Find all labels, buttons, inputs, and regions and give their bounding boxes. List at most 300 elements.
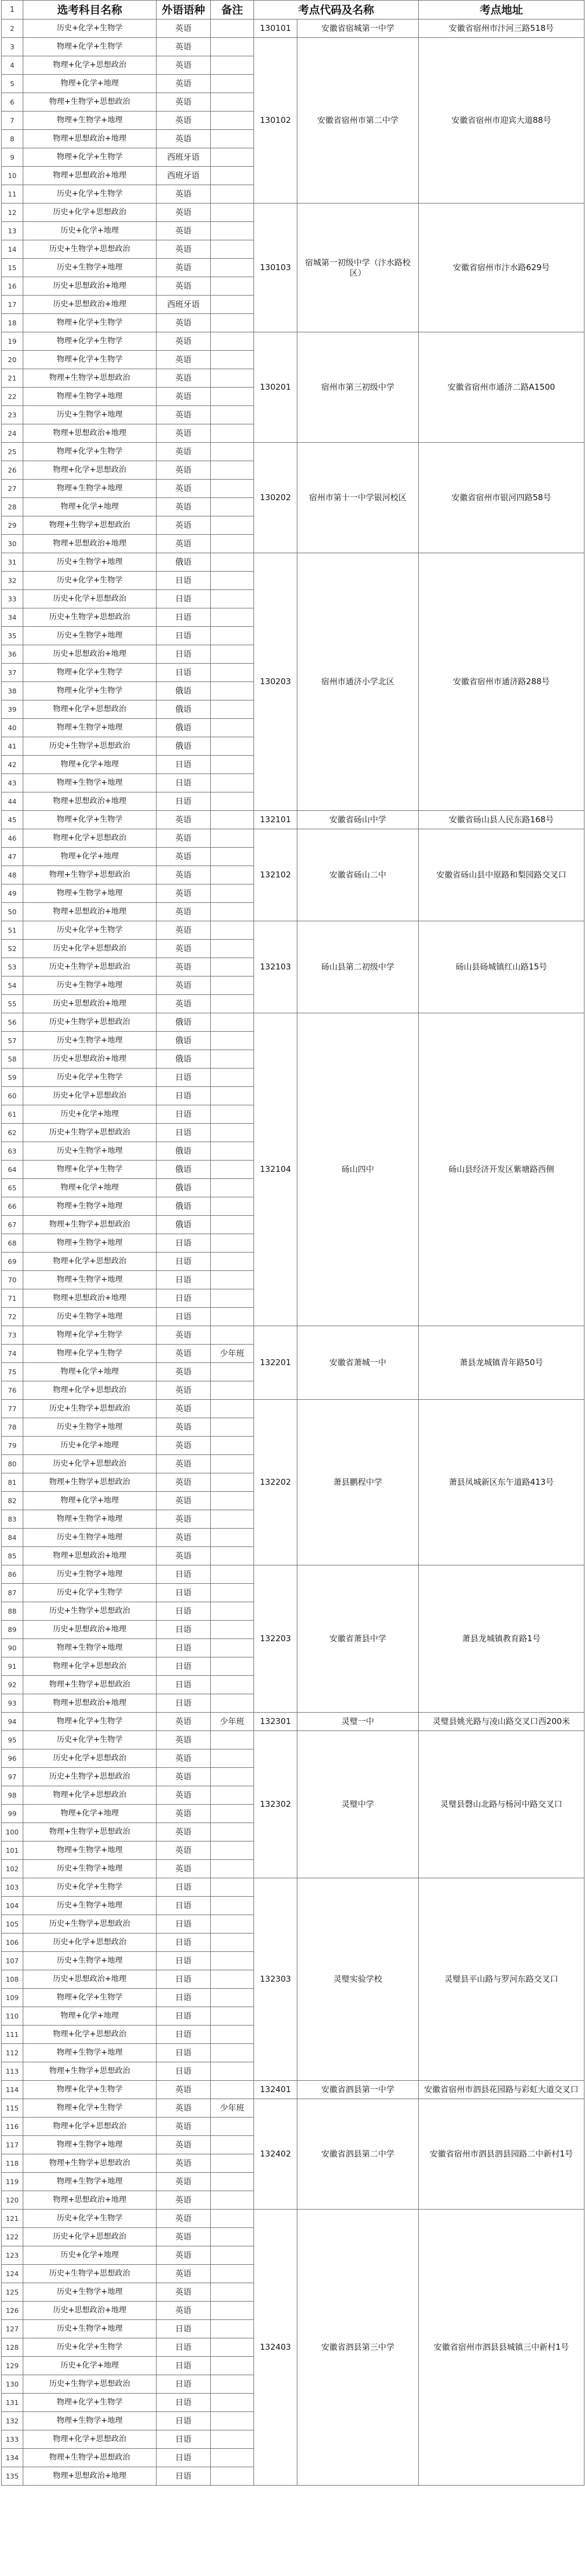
row-number: 129: [2, 2357, 23, 2375]
row-number: 88: [2, 1602, 23, 1621]
foreign-language: 日语: [157, 2320, 211, 2338]
foreign-language: 俄语: [157, 719, 211, 737]
row-number: 12: [2, 204, 23, 222]
row-number: 51: [2, 921, 23, 940]
row-note: [211, 2449, 254, 2467]
subject-combination: 历史+生物学+地理: [23, 553, 157, 572]
table-row: [2, 1713, 584, 1731]
row-note: [211, 2467, 254, 2486]
row-note: [211, 2228, 254, 2246]
row-number: 55: [2, 995, 23, 1013]
row-note: [211, 940, 254, 958]
subject-combination: 历史+思想政治+地理: [23, 2302, 157, 2320]
row-note: [211, 1050, 254, 1069]
subject-combination: 物理+生物学+地理: [23, 480, 157, 498]
row-number: 35: [2, 627, 23, 645]
row-note: [211, 2007, 254, 2026]
foreign-language: 英语: [157, 958, 211, 976]
foreign-language: 日语: [157, 1124, 211, 1142]
row-number: 83: [2, 1510, 23, 1529]
subject-combination: 物理+生物学+思想政治: [23, 1216, 157, 1234]
foreign-language: 日语: [157, 1069, 211, 1087]
site-code: 132202: [254, 1400, 297, 1565]
row-note: [211, 2173, 254, 2191]
site-name: 灵璧实验学校: [297, 1878, 419, 2081]
table-row: [2, 19, 584, 38]
foreign-language: 俄语: [157, 682, 211, 700]
row-number: 118: [2, 2154, 23, 2173]
subject-combination: 历史+化学+生物学: [23, 1584, 157, 1602]
foreign-language: 日语: [157, 627, 211, 645]
foreign-language: 俄语: [157, 1013, 211, 1032]
foreign-language: 日语: [157, 1952, 211, 1970]
foreign-language: 英语: [157, 1492, 211, 1510]
foreign-language: 西班牙语: [157, 167, 211, 185]
table-row: [2, 1878, 584, 1897]
row-number: 20: [2, 351, 23, 369]
row-note: [211, 664, 254, 682]
foreign-language: 英语: [157, 461, 211, 480]
row-note: [211, 1381, 254, 1400]
row-note: [211, 737, 254, 756]
foreign-language: 英语: [157, 516, 211, 535]
table-row: [2, 829, 584, 848]
subject-combination: 历史+生物学+地理: [23, 259, 157, 277]
subject-combination: 历史+思想政治+地理: [23, 645, 157, 664]
row-note: [211, 1326, 254, 1345]
site-address: 安徽省宿州市泗县县城镇三中新村1号: [419, 2210, 584, 2486]
foreign-language: 英语: [157, 222, 211, 240]
subject-combination: 物理+化学+生物学: [23, 443, 157, 461]
subject-combination: 历史+生物学+思想政治: [23, 1768, 157, 1786]
subject-combination: 历史+化学+生物学: [23, 921, 157, 940]
foreign-language: 日语: [157, 1639, 211, 1657]
site-address: 安徽省宿州市通济二路A1500: [419, 332, 584, 443]
row-number: 61: [2, 1105, 23, 1124]
subject-combination: 历史+生物学+地理: [23, 976, 157, 995]
site-code: 130202: [254, 443, 297, 553]
row-note: [211, 1878, 254, 1897]
row-note: [211, 2191, 254, 2210]
foreign-language: 英语: [157, 1786, 211, 1805]
subject-combination: 物理+思想政治+地理: [23, 1289, 157, 1308]
foreign-language: 日语: [157, 2007, 211, 2026]
row-note: [211, 2062, 254, 2081]
row-number: 97: [2, 1768, 23, 1786]
row-number: 114: [2, 2081, 23, 2099]
row-number: 130: [2, 2375, 23, 2394]
subject-combination: 历史+生物学+思想政治: [23, 1013, 157, 1032]
subject-combination: 物理+思想政治+地理: [23, 535, 157, 553]
foreign-language: 英语: [157, 2246, 211, 2265]
header-address: 考点地址: [419, 1, 584, 19]
row-note: [211, 2044, 254, 2062]
row-number: 86: [2, 1565, 23, 1584]
subject-combination: 物理+化学+思想政治: [23, 461, 157, 480]
foreign-language: 英语: [157, 351, 211, 369]
site-name: 宿州市第三初级中学: [297, 332, 419, 443]
subject-combination: 物理+化学+思想政治: [23, 2026, 157, 2044]
foreign-language: 英语: [157, 1473, 211, 1492]
foreign-language: 日语: [157, 1105, 211, 1124]
subject-combination: 物理+化学+地理: [23, 498, 157, 516]
site-address: 安徽省宿州市泗县花园路与彩虹大道交叉口: [419, 2081, 584, 2099]
row-note: [211, 185, 254, 204]
subject-combination: 历史+生物学+地理: [23, 2320, 157, 2338]
foreign-language: 英语: [157, 277, 211, 296]
row-number: 50: [2, 903, 23, 921]
row-note: [211, 1510, 254, 1529]
foreign-language: 英语: [157, 1418, 211, 1437]
row-number: 58: [2, 1050, 23, 1069]
subject-combination: 物理+化学+生物学: [23, 314, 157, 332]
subject-combination: 物理+化学+地理: [23, 848, 157, 866]
foreign-language: 俄语: [157, 700, 211, 719]
row-number: 70: [2, 1271, 23, 1289]
subject-combination: 历史+生物学+思想政治: [23, 2265, 157, 2283]
row-number: 117: [2, 2136, 23, 2154]
row-note: [211, 1860, 254, 1878]
row-number: 93: [2, 1694, 23, 1713]
subject-combination: 物理+化学+生物学: [23, 1326, 157, 1345]
site-name: 灵璧中学: [297, 1731, 419, 1878]
foreign-language: 英语: [157, 1713, 211, 1731]
subject-combination: 物理+生物学+地理: [23, 1841, 157, 1860]
row-note: [211, 1621, 254, 1639]
subject-combination: 物理+化学+生物学: [23, 682, 157, 700]
row-number: 105: [2, 1915, 23, 1933]
foreign-language: 英语: [157, 2265, 211, 2283]
subject-combination: 物理+生物学+地理: [23, 2044, 157, 2062]
row-number: 14: [2, 240, 23, 259]
row-note: [211, 1805, 254, 1823]
subject-combination: 历史+化学+地理: [23, 2246, 157, 2265]
foreign-language: 英语: [157, 498, 211, 516]
table-row: [2, 38, 584, 56]
row-note: [211, 167, 254, 185]
foreign-language: 英语: [157, 921, 211, 940]
subject-combination: 历史+化学+思想政治: [23, 1749, 157, 1768]
row-number: 42: [2, 756, 23, 774]
row-number: 77: [2, 1400, 23, 1418]
subject-combination: 物理+化学+地理: [23, 75, 157, 93]
subject-combination: 历史+化学+地理: [23, 2357, 157, 2375]
subject-combination: 历史+化学+思想政治: [23, 940, 157, 958]
foreign-language: 英语: [157, 1455, 211, 1473]
foreign-language: 西班牙语: [157, 296, 211, 314]
site-name: 安徽省萧城一中: [297, 1326, 419, 1400]
subject-combination: 物理+化学+生物学: [23, 1345, 157, 1363]
foreign-language: 英语: [157, 2154, 211, 2173]
row-note: [211, 1400, 254, 1418]
subject-combination: 物理+化学+地理: [23, 2007, 157, 2026]
subject-combination: 历史+生物学+思想政治: [23, 608, 157, 627]
subject-combination: 物理+思想政治+地理: [23, 1547, 157, 1565]
foreign-language: 英语: [157, 976, 211, 995]
foreign-language: 日语: [157, 2412, 211, 2430]
row-note: [211, 443, 254, 461]
subject-combination: 物理+思想政治+地理: [23, 2191, 157, 2210]
subject-combination: 物理+化学+思想政治: [23, 2430, 157, 2449]
subject-combination: 物理+化学+地理: [23, 1179, 157, 1197]
row-number: 134: [2, 2449, 23, 2467]
site-code: 132301: [254, 1713, 297, 1731]
site-name: 宿州市第十一中学银河校区: [297, 443, 419, 553]
foreign-language: 英语: [157, 480, 211, 498]
row-number: 120: [2, 2191, 23, 2210]
foreign-language: 英语: [157, 1345, 211, 1363]
row-number: 57: [2, 1032, 23, 1050]
foreign-language: 日语: [157, 2394, 211, 2412]
foreign-language: 英语: [157, 424, 211, 443]
subject-combination: 物理+生物学+地理: [23, 774, 157, 792]
header-site: 考点代码及名称: [254, 1, 419, 19]
subject-combination: 物理+思想政治+地理: [23, 1694, 157, 1713]
row-note: [211, 314, 254, 332]
row-number: 82: [2, 1492, 23, 1510]
foreign-language: 英语: [157, 204, 211, 222]
subject-combination: 历史+思想政治+地理: [23, 277, 157, 296]
row-number: 122: [2, 2228, 23, 2246]
foreign-language: 英语: [157, 332, 211, 351]
foreign-language: 日语: [157, 590, 211, 608]
row-number: 63: [2, 1142, 23, 1161]
subject-combination: 物理+化学+生物学: [23, 2081, 157, 2099]
subject-combination: 物理+化学+思想政治: [23, 829, 157, 848]
subject-combination: 物理+生物学+思想政治: [23, 2062, 157, 2081]
subject-combination: 历史+生物学+地理: [23, 1032, 157, 1050]
row-number: 84: [2, 1529, 23, 1547]
row-note: [211, 553, 254, 572]
subject-combination: 物理+化学+思想政治: [23, 2118, 157, 2136]
subject-combination: 历史+生物学+思想政治: [23, 1400, 157, 1418]
subject-combination: 物理+生物学+地理: [23, 112, 157, 130]
site-name: 安徽省泗县第二中学: [297, 2099, 419, 2210]
row-number: 133: [2, 2430, 23, 2449]
row-note: [211, 608, 254, 627]
subject-combination: 物理+化学+思想政治: [23, 1657, 157, 1676]
foreign-language: 日语: [157, 1897, 211, 1915]
subject-combination: 历史+化学+生物学: [23, 19, 157, 38]
row-note: [211, 204, 254, 222]
row-number: 127: [2, 2320, 23, 2338]
row-number: 60: [2, 1087, 23, 1105]
foreign-language: 俄语: [157, 1050, 211, 1069]
row-number: 13: [2, 222, 23, 240]
foreign-language: 英语: [157, 259, 211, 277]
row-number: 109: [2, 1989, 23, 2007]
row-number: 107: [2, 1952, 23, 1970]
row-note: [211, 1768, 254, 1786]
row-note: [211, 1565, 254, 1584]
foreign-language: 日语: [157, 608, 211, 627]
row-number: 36: [2, 645, 23, 664]
foreign-language: 英语: [157, 1400, 211, 1418]
row-number: 98: [2, 1786, 23, 1805]
site-code: 132402: [254, 2099, 297, 2210]
subject-combination: 历史+生物学+地理: [23, 1308, 157, 1326]
row-note: [211, 848, 254, 866]
row-note: [211, 2283, 254, 2302]
row-number: 5: [2, 75, 23, 93]
row-number: 3: [2, 38, 23, 56]
row-number: 126: [2, 2302, 23, 2320]
site-address: 萧县龙城镇青年路50号: [419, 1326, 584, 1400]
foreign-language: 日语: [157, 1087, 211, 1105]
foreign-language: 英语: [157, 2210, 211, 2228]
subject-combination: 物理+化学+生物学: [23, 811, 157, 829]
subject-combination: 物理+化学+生物学: [23, 1713, 157, 1731]
row-note: 少年班: [211, 1713, 254, 1731]
row-note: 少年班: [211, 2099, 254, 2118]
row-number: 100: [2, 1823, 23, 1841]
row-number: 123: [2, 2246, 23, 2265]
foreign-language: 英语: [157, 2228, 211, 2246]
subject-combination: 物理+生物学+地理: [23, 1197, 157, 1216]
foreign-language: 日语: [157, 1565, 211, 1584]
row-number: 49: [2, 884, 23, 903]
row-note: [211, 1087, 254, 1105]
subject-combination: 物理+化学+思想政治: [23, 56, 157, 75]
row-number: 119: [2, 2173, 23, 2191]
foreign-language: 英语: [157, 884, 211, 903]
site-name: 宿州市通济小学北区: [297, 553, 419, 811]
foreign-language: 英语: [157, 2118, 211, 2136]
foreign-language: 日语: [157, 645, 211, 664]
row-number: 132: [2, 2412, 23, 2430]
table-row: [2, 1400, 584, 1418]
foreign-language: 英语: [157, 93, 211, 112]
header-note: 备注: [211, 1, 254, 19]
site-address: 灵璧县姚光路与凌山路交叉口西200米: [419, 1713, 584, 1731]
site-code: 132401: [254, 2081, 297, 2099]
foreign-language: 日语: [157, 1289, 211, 1308]
table-row: [2, 204, 584, 222]
foreign-language: 英语: [157, 2099, 211, 2118]
row-number: 54: [2, 976, 23, 995]
row-note: [211, 1547, 254, 1565]
row-note: [211, 1639, 254, 1657]
foreign-language: 英语: [157, 940, 211, 958]
subject-combination: 物理+生物学+思想政治: [23, 516, 157, 535]
row-note: [211, 38, 254, 56]
row-number: 92: [2, 1676, 23, 1694]
foreign-language: 英语: [157, 1510, 211, 1529]
subject-combination: 历史+生物学+思想政治: [23, 1915, 157, 1933]
subject-combination: 历史+生物学+地理: [23, 2283, 157, 2302]
table-row: [2, 2081, 584, 2099]
foreign-language: 日语: [157, 2430, 211, 2449]
row-number: 40: [2, 719, 23, 737]
subject-combination: 历史+生物学+思想政治: [23, 1602, 157, 1621]
subject-combination: 物理+生物学+地理: [23, 2136, 157, 2154]
subject-combination: 历史+生物学+思想政治: [23, 958, 157, 976]
foreign-language: 英语: [157, 1437, 211, 1455]
table-row: [2, 1013, 584, 1032]
row-number: 24: [2, 424, 23, 443]
row-note: [211, 2081, 254, 2099]
foreign-language: 俄语: [157, 1216, 211, 1234]
row-number: 64: [2, 1161, 23, 1179]
row-number: 8: [2, 130, 23, 148]
row-number: 52: [2, 940, 23, 958]
subject-combination: 历史+思想政治+地理: [23, 1621, 157, 1639]
subject-combination: 物理+思想政治+地理: [23, 424, 157, 443]
subject-combination: 历史+化学+地理: [23, 1105, 157, 1124]
row-note: [211, 921, 254, 940]
foreign-language: 英语: [157, 1326, 211, 1345]
row-note: [211, 2154, 254, 2173]
row-note: [211, 2375, 254, 2394]
foreign-language: 英语: [157, 19, 211, 38]
site-code: 132403: [254, 2210, 297, 2486]
foreign-language: 英语: [157, 2081, 211, 2099]
subject-combination: 物理+思想政治+地理: [23, 903, 157, 921]
row-number: 26: [2, 461, 23, 480]
row-note: [211, 424, 254, 443]
foreign-language: 英语: [157, 1860, 211, 1878]
foreign-language: 日语: [157, 774, 211, 792]
subject-combination: 物理+化学+地理: [23, 1492, 157, 1510]
subject-combination: 历史+化学+生物学: [23, 572, 157, 590]
subject-combination: 物理+思想政治+地理: [23, 167, 157, 185]
subject-combination: 物理+化学+生物学: [23, 351, 157, 369]
row-number: 115: [2, 2099, 23, 2118]
subject-combination: 历史+生物学+地理: [23, 1529, 157, 1547]
site-address: 萧县凤城新区东午道路413号: [419, 1400, 584, 1565]
site-address: 安徽省砀山县中原路和梨园路交叉口: [419, 829, 584, 921]
foreign-language: 英语: [157, 240, 211, 259]
subject-combination: 物理+生物学+思想政治: [23, 866, 157, 884]
foreign-language: 英语: [157, 903, 211, 921]
site-address: 安徽省宿州市泗县泗县园路二中新村1号: [419, 2099, 584, 2210]
table-row: [2, 443, 584, 461]
row-number: 68: [2, 1234, 23, 1253]
row-number: 80: [2, 1455, 23, 1473]
row-note: [211, 1749, 254, 1768]
row-note: [211, 1473, 254, 1492]
row-number: 89: [2, 1621, 23, 1639]
row-note: [211, 1142, 254, 1161]
site-code: 132102: [254, 829, 297, 921]
table-row: [2, 1326, 584, 1345]
site-address: 砀山县经济开发区紫塘路西侧: [419, 1013, 584, 1326]
row-note: [211, 2430, 254, 2449]
header-row-number: 1: [2, 1, 23, 19]
subject-combination: 物理+化学+生物学: [23, 1989, 157, 2007]
site-code: 132101: [254, 811, 297, 829]
subject-combination: 物理+化学+地理: [23, 1805, 157, 1823]
row-number: 30: [2, 535, 23, 553]
row-note: [211, 259, 254, 277]
subject-combination: 物理+生物学+地理: [23, 2173, 157, 2191]
row-note: [211, 903, 254, 921]
site-name: 安徽省砀山中学: [297, 811, 419, 829]
site-name: 萧县鹏程中学: [297, 1400, 419, 1565]
subject-combination: 历史+思想政治+地理: [23, 995, 157, 1013]
row-note: [211, 1124, 254, 1142]
row-number: 101: [2, 1841, 23, 1860]
foreign-language: 英语: [157, 56, 211, 75]
row-note: [211, 719, 254, 737]
row-note: [211, 792, 254, 811]
foreign-language: 日语: [157, 2449, 211, 2467]
subject-combination: 物理+化学+思想政治: [23, 700, 157, 719]
row-note: [211, 1234, 254, 1253]
foreign-language: 日语: [157, 664, 211, 682]
row-note: [211, 2320, 254, 2338]
row-note: [211, 351, 254, 369]
